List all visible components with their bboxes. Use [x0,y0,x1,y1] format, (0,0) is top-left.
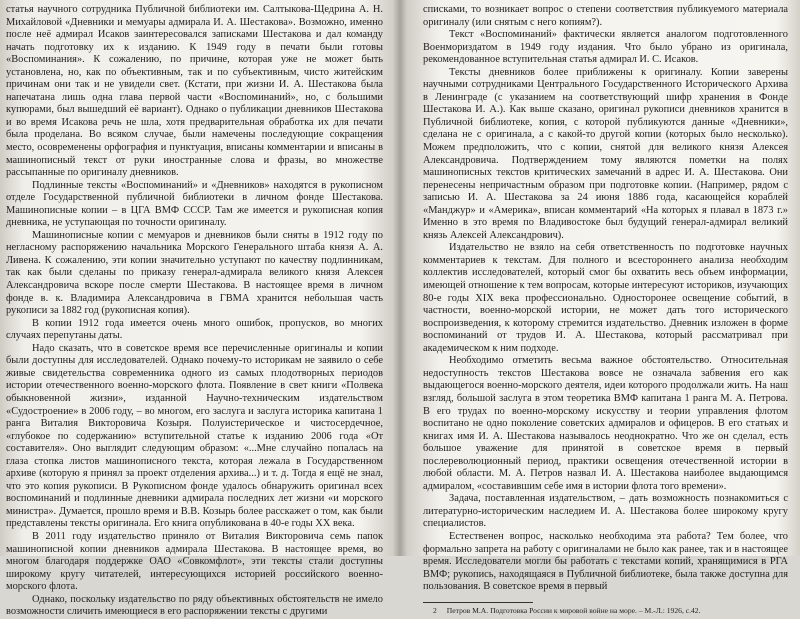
left-page [0,0,393,618]
paragraph: Издательство не взяло на себя ответственность по подготовке научных комментариев к текстам. Для полного и всестороннего анализа необходим коллектив исследователей, который смог бы охватить весь объем информации, имеющей отношение к тем вопросам, которые интересуют историков, изучающих 80-е годы XIX века профессионально. Односторонее освещение событий, в частности, военно-морской истории, не может дать того исторического воспроизведения, к которому стремится издательство. Дневник изложен в форме воспоминаний от трудов И. А. Шестакова, который рассматривал при академическом к ним подходе. [423,242,788,354]
paragraph: Естественен вопрос, насколько необходима эта работа? Тем более, что формально запрета на работу с оригиналами не было как ранее, так и в настоящее время. Исследователи могли бы работать с текстами копий, хранящимися в РГА ВМФ; рукопись, находящаяся в Публичной библиотеке, была также доступна для пользования. В советское время в первый [423,530,788,593]
right-page [407,0,800,615]
paragraph: списками, то возникает вопрос о степени соответствия публикуемого материала оригиналу (или снятым с него копиям?). [423,4,788,28]
footnote-text: Петров М.А. Подготовка России к мировой войне на море. – М.-Л.: 1926, с.42. [446,605,701,615]
footnote [423,606,788,616]
paragraph: В 2011 году издательство приняло от Виталия Викторовича семь папок машинописной копии дневников адмирала Шестакова. В настоящее время, во многом благодаря поддержке ОАО «Совкомфлот», эти тексты стали доступны широкому кругу читателей, интересующихся историей российского военно-морского флота. [6,530,383,593]
paragraph: Текст «Воспоминаний» фактически является аналогом подготовленного Военмориздатом в 1949 году издания. Что было убрано из оригинала, рекомендованное вступительная статья адмирал И. С. Исаков. [423,29,788,66]
paragraph: Машинописные копии с мемуаров и дневников были сняты в 1912 году по негласному распоряжению начальника Морского Генерального штаба князя А. А. Ливена. К сожалению, эти копии значительно уступают по качеству подлинникам, так как были сделаны по приказу генерал-адмирала великого князя Алексея Александровича вскоре после смерти Шестакова. В настоящее время в личном фонде в. к. Владимира Александровича в ГВМА хранится небольшая часть рукописи за 1882 год (рукописная копия). [6,229,383,317]
paragraph: Подлинные тексты «Воспоминаний» и «Дневников» находятся в рукописном отделе Государственной публичной библиотеки в личном фонде Шестакова. Машинописные копии – в ЦГА ВМФ СССР. Там же имеется и рукописная копия дневника, не уступающая по точности оригиналу. [6,179,383,229]
paragraph: Тексты дневников более приближены к оригиналу. Копии заверены научными сотрудниками Центрального Государственного Исторического Архива в Ленинграде (с указанием на соответствующий шифр хранения в Фонде Шестакова И. А.). Как выше сказано, оригинал рукописи дневников хранится в Публичной библиотеке, копия, с которой публикуются данные «Дневники», сделана не с оригинала, а с какой-то другой копии (которых было несколько). Можем предположить, что с копии, снятой для великого князя Алексея Александровича. Подтверждением тому являются пометки на полях машинописных текстов критических замечаний в адрес И. А. Шестакова. Они перенесены непричастным образом при подготовке копии. (Например, рядом с записью И. А. Шестакова за 24 июня 1886 года, касающейся кораблей «Манджур» и «Америка», вписан комментарий «На которых я плавал в 1873 г.» Именно в это время по Владивостоке был будущий генерал-адмирал великий князь Алексей Александрович). [423,66,788,241]
paragraph: Задача, поставленная издательством, – дать возможность познакомиться с литературно-историческим наследием И. А. Шестакова более широкому кругу специалистов. [423,493,788,530]
footnote-divider [423,602,533,603]
footnote-number: 2 [433,605,437,615]
paragraph: Надо сказать, что в советское время все перечисленные оригиналы и копии были доступны для исследователей. Однако почему-то историкам не заявило о себе живые свидетельства современника одного из самых плодотворных периодов истории отечественного военно-морского флота. Появление в свет книги «Полвека обыкновенной жизни», изданной Научно-техническим издательством «Судостроение» в 2006 году, – во многом, его заслуга и заслуга историка капитана 1 ранга Виталия Викторовича Козыря. Полуистерическое и чистосердечное, «глубокое по содержанию» вступительной статье к изданию 2006 года «От составителя». Оно выглядит следующим образом: «...Мне случайно попалась на глаза стопка листов машинописного текста, которая лежала в Государственном архиве (которую я принял за проект отделения архива...) и т. д. Тогда я ещё не знал, что это копия рукописи. В Рукописном фонде удалось обнаружить оригинал всех воспоминаний и подлинные дневники адмирала последних лет жизни «и морского министра». Думается, прошло время и В.В. Козырь более расскажет о том, как были представлены тексты оригинала. Его книга опубликована в 40-е годы XX века. [6,342,383,530]
paragraph: В копии 1912 года имеется очень много ошибок, пропусков, во многих случаях перепутаны даты. [6,317,383,342]
book-gutter [393,0,407,556]
paragraph: Однако, поскольку издательство по ряду объективных обстоятельств не имело возможности сличить имеющиеся в его распоряжении тексты с другими [6,593,383,618]
paragraph: Необходимо отметить весьма важное обстоятельство. Относительная недоступность текстов Шестакова вовсе не означала забвения его как выдающегося военно-морского деятеля, идеи которого продолжали жить. На наш взгляд, большой заслуга в этом теоретика ВМФ капитана 1 ранга М. А. Петрова. В его трудах по военно-морскому искусству и теории управления флотом воспитано не одно поколение советских адмиралов и офицеров. В его статьях и книгах имя И. А. Шестакова называлось неоднократно. Что же он сделал, есть большое уважение для принятой в советское время в первый послереволюционный период, практики освещения отечественной истории в любой области. М. А. Петров назвал И. А. Шестакова наиболее выдающимся адмиралом, «составившим себе имя в истории флота того времени». [423,355,788,492]
paragraph: статья научного сотрудника Публичной библиотеки им. Салтыкова-Щедрина А. Н. Михайловой «Дневники и мемуары адмирала И. А. Шестакова». Возможно, именно после неё адмирал Исаков заинтересовался записками Шестакова и дал команду начать подготовку их к изданию. К 1949 году в печати были готовы «Воспоминания». К сожалению, по причине, которая уже не может быть установлена, но, как по объективным, так и по субъективным, чисто житейским причинам они так и не увидели свет. (Кстати, при жизни И. А. Шестакова была напечатана лишь одна глава первой части «Воспоминаний», но, с большими купюрами, был вышедший её вариант). Однако о публикации дневников Шестакова и во время Исакова речь не шла, хотя предварительная обработка их для печати была проделана. Во всяком случае, были намечены последующие сокращения место, осовременены орфография и пунктуация, вписаны комментарии и вписаны в машинописный текст от руки иностранные слова и фразы, во множестве рассыпанные по оригиналу дневников. [6,4,383,179]
